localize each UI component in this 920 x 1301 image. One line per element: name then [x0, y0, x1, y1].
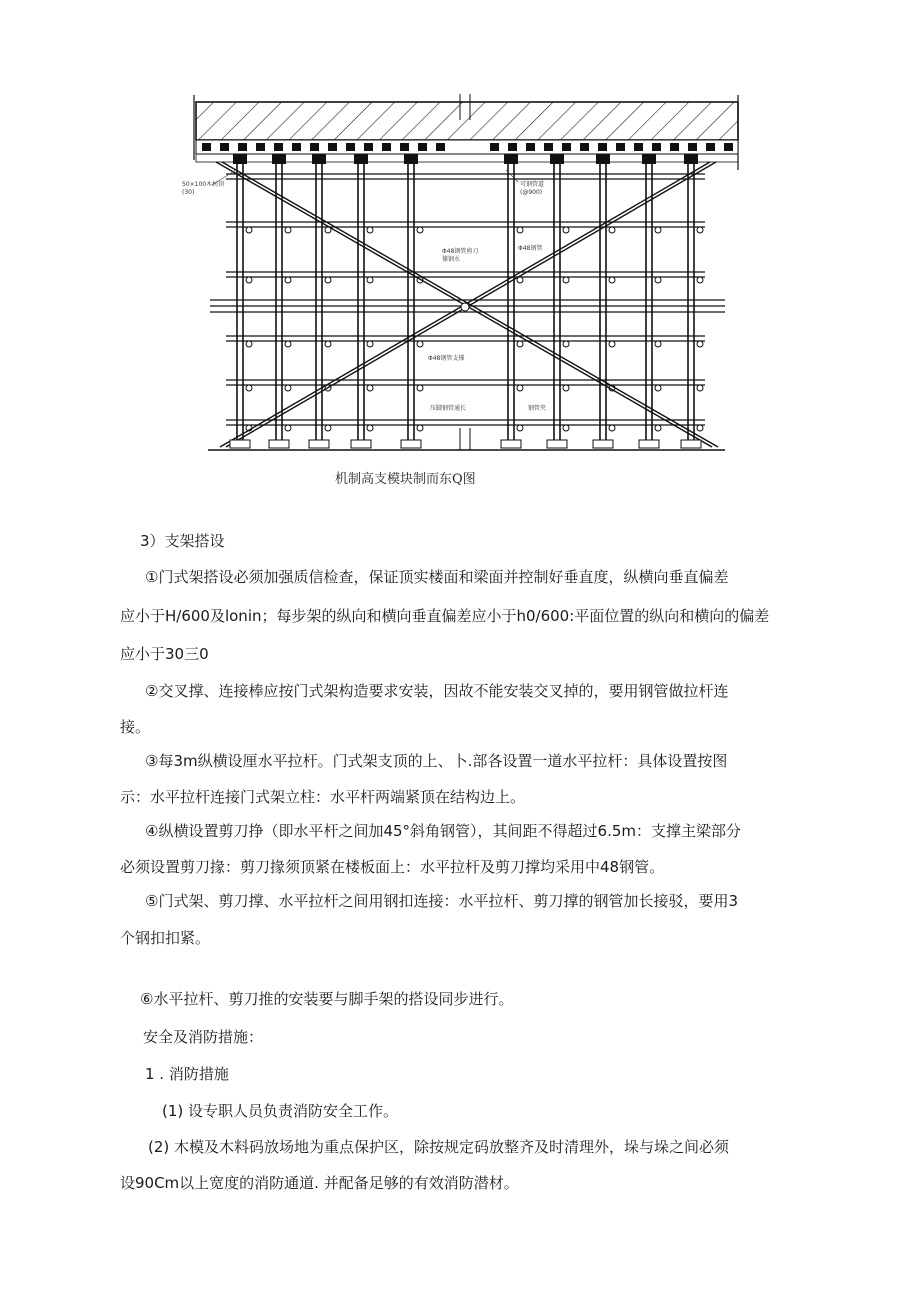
- label-base-pipe: 压脚钢管通长: [430, 405, 467, 412]
- formwork-support-diagram: [180, 90, 750, 460]
- para1-line2: 应小于H/600及lonin；每步架的纵向和横向垂直偏差应小于h0/600:平面位置的纵向和横向的偏差: [120, 607, 770, 625]
- fire-item-2-line2: 设90Cm以上宽度的消防通道. 并配备足够的有效消防潜材。: [120, 1174, 519, 1192]
- safety-title: 安全及消防措施：: [143, 1028, 264, 1046]
- para1-line3: 应小于30三0: [120, 645, 209, 663]
- para3-line1: ③每3m纵横设厘水平拉杆。门式架支顶的上、卜.部各设置一道水平拉杆：具体设置按图: [145, 752, 728, 770]
- label-timber: 50×100木枋顶: [182, 181, 225, 188]
- label-channel-spacing: (@900): [520, 189, 543, 196]
- label-scissor-brace: Φ48钢管剪刀: [442, 248, 479, 255]
- para6: ⑥水平拉杆、剪刀推的安装要与脚手架的搭设同步进行。: [140, 990, 514, 1008]
- para4-line1: ④纵横设置剪刀挣（即水平杆之间加45°斜角钢管），其间距不得超过6.5m：支撑主梁部分: [145, 822, 742, 840]
- para2-line1: ②交叉撑、连接棒应按门式架构造要求安装，因故不能安装交叉掉的，要用钢管做拉杆连: [145, 682, 729, 700]
- fire-item-1: (1) 设专职人员负责消防安全工作。: [162, 1102, 399, 1120]
- label-steel-channel: 可钢管道: [520, 181, 545, 188]
- base-plates: [230, 440, 701, 448]
- para5-line1: ⑤门式架、剪刀撑、水平拉杆之间用钢扣连接：水平拉杆、剪刀撑的钢管加长接驳，要用3: [145, 892, 738, 910]
- fire-title: 1 . 消防措施: [145, 1065, 229, 1083]
- label-timber-spacing: (30): [182, 189, 195, 196]
- para5-line2: 个钢扣扣紧。: [120, 929, 211, 947]
- label-steel-pipe: Φ48钢管: [518, 245, 543, 252]
- section-title: 3）支架搭设: [140, 532, 225, 550]
- coupler-circles: [246, 227, 703, 431]
- para1-line1: ①门式架搭设必须加强质信检查，保证顶实楼面和梁面并控制好垂直度，纵横向垂直偏差: [145, 568, 729, 586]
- para4-line2: 必须设置剪刀掾：剪刀掾须顶紧在楼板面上：水平拉杆及剪刀撑均采用中48钢管。: [120, 858, 665, 876]
- label-pipe-support: Φ48钢管支撑: [428, 355, 465, 362]
- para3-line2: 示：水平拉杆连接门式架立柱：水平杆两端紧顶在结构边上。: [120, 788, 526, 806]
- brace-coupler: [461, 303, 469, 311]
- post-caps: [233, 154, 698, 164]
- fire-item-2-line1: (2) 木模及木料码放场地为重点保护区，除按规定码放整齐及时清理外，垛与垛之间必须: [148, 1138, 730, 1156]
- para2-line2: 接。: [120, 718, 151, 736]
- figure-caption: 机制高支模块制而东Q图: [335, 472, 476, 487]
- label-pipe-clamp: 钢管夹: [528, 405, 547, 412]
- label-scissor-brace-2: 撑钢水: [442, 256, 461, 263]
